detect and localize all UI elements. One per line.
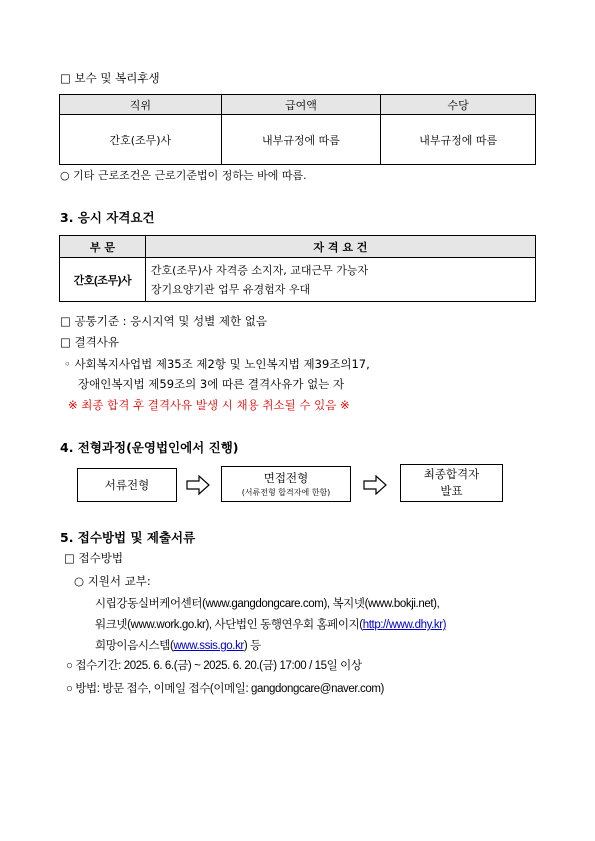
qualification-req-line2: 장기요양기관 업무 유경험자 우대 [150, 282, 311, 296]
application-period: ○ 접수기간: 2025. 6. 6.(금) ~ 2025. 6. 20.(금) 17:00 / 15일 이상 [66, 660, 362, 672]
salary-section-title: □ 보수 및 복리후생 [60, 71, 160, 85]
salary-cell-allowance: 내부규정에 따름 [381, 115, 536, 165]
dhy-homepage-link[interactable]: http://www.dhy.kr) [362, 619, 447, 631]
qualification-req-line1: 간호(조무)사 자격증 소지자, 교대근무 가능자 [150, 263, 369, 277]
process-step-interview-sub: (서류전형 합격자에 한함) [241, 488, 331, 497]
disqualification-warning: ※ 최종 합격 후 결격사유 발생 시 채용 취소될 수 있음 ※ [68, 398, 350, 412]
application-method: ○ 방법: 방문 접수, 이메일 접수(이메일: gangdongcare@naver.com) [66, 683, 384, 695]
process-section-title: 4. 전형과정(운영법인에서 진행) [60, 440, 239, 455]
process-step-documents [77, 468, 177, 502]
ssis-link[interactable]: www.ssis.go.kr [173, 640, 244, 652]
qualification-table [59, 235, 536, 302]
application-subtitle: □ 접수방법 [64, 551, 123, 565]
qualification-dept-cell: 간호(조무)사 [60, 258, 146, 302]
application-form-label: ○ 지원서 교부: [74, 574, 151, 588]
process-step-final-line2: 발표 [440, 484, 463, 498]
disqualification-line1: ◦ 사회복지사업법 제35조 제2항 및 노인복지법 제39조의17, [64, 357, 370, 371]
application-section-title: 5. 접수방법 및 제출서류 [60, 530, 196, 545]
application-form-line3 [95, 637, 261, 653]
qualification-header-req: 자 격 요 건 [145, 236, 535, 258]
application-form-line2 [95, 616, 446, 632]
process-step-documents-label: 서류전형 [104, 478, 150, 492]
arrow-right-icon [186, 475, 210, 495]
process-step-final-line1: 최종합격자 [423, 467, 480, 481]
salary-header-allowance: 수당 [381, 95, 536, 115]
disqualification-line2: 장애인복지법 제59조의 3에 따른 결격사유가 없는 자 [78, 377, 345, 391]
qualification-req-cell [145, 258, 535, 302]
qualification-common: □ 공통기준 : 응시지역 및 성별 제한 없음 [60, 314, 267, 328]
application-form-line3-suffix: ) 등 [243, 640, 261, 652]
arrow-right-icon [363, 475, 387, 495]
qualification-section-title: 3. 응시 자격요건 [60, 210, 155, 225]
process-step-interview [221, 466, 351, 502]
application-form-line1: 시립강동실버케어센터(www.gangdongcare.com), 복지넷(www.bokji.net), [95, 598, 440, 610]
salary-cell-position: 간호(조무)사 [60, 115, 222, 165]
process-step-interview-label: 면접전형 [263, 471, 309, 485]
application-form-line3-text: 희망이음시스템( [95, 640, 174, 652]
application-form-line2-text: 워크넷(www.work.go.kr), 사단법인 동행연우회 홈페이지( [95, 619, 363, 631]
salary-table [59, 94, 536, 165]
salary-note: ○ 기타 근로조건은 근로기준법이 정하는 바에 따름. [60, 169, 307, 182]
salary-header-pay: 급여액 [221, 95, 381, 115]
qualification-header-dept: 부 문 [60, 236, 146, 258]
disqualification-title: □ 결격사유 [60, 335, 119, 349]
process-step-final [400, 464, 503, 502]
salary-cell-pay: 내부규정에 따름 [221, 115, 381, 165]
salary-header-position: 직위 [60, 95, 222, 115]
